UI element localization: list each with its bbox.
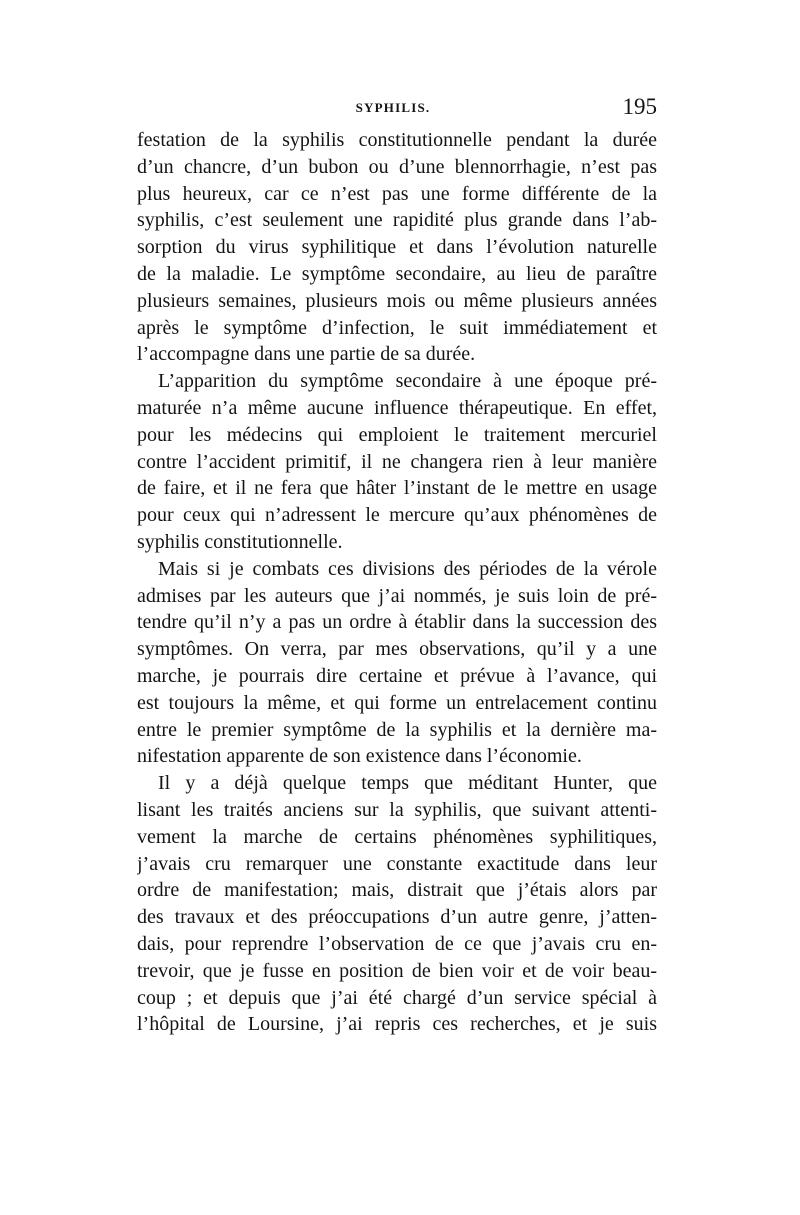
text-line: de faire, et il ne fera que hâter l’instant de le mettre en usage — [137, 477, 657, 500]
body-text — [137, 127, 657, 1038]
text-line: d’un chancre, d’un bubon ou d’une blennorrhagie, n’est pas — [137, 155, 657, 178]
text-line: marche, je pourrais dire certaine et prévue à l’avance, qui — [137, 664, 657, 687]
text-line: festation de la syphilis constitutionnelle pendant la durée — [137, 129, 657, 151]
text-line: de la maladie. Le symptôme secondaire, au lieu de paraître — [137, 262, 657, 285]
text-line: pour ceux qui n’adressent le mercure qu’aux phénomènes de — [137, 504, 657, 527]
text-line: maturée n’a même aucune influence thérapeutique. En effet, — [137, 396, 657, 419]
text-line: entre le premier symptôme de la syphilis et la dernière ma- — [137, 718, 657, 741]
paragraph — [137, 556, 657, 770]
text-line: Mais si je combats ces divisions des périodes de la vérole — [158, 557, 657, 580]
text-line: symptômes. On verra, par mes observations, qu’il y a une — [137, 638, 657, 661]
text-line: l’accompagne dans une partie de sa durée. — [137, 343, 476, 366]
text-line: est toujours la même, et qui forme un entrelacement continu — [137, 691, 657, 714]
text-line: vement la marche de certains phénomènes syphilitiques, — [137, 825, 657, 848]
text-line: pour les médecins qui emploient le traitement mercuriel — [137, 423, 657, 446]
paragraph — [137, 770, 657, 1038]
text-line: tendre qu’il n’y a pas un ordre à établir dans la succession des — [137, 611, 657, 634]
text-line: des travaux et des préoccupations d’un autre genre, j’atten- — [137, 906, 657, 929]
page-number: 195 — [622, 94, 657, 119]
text-line: nifestation apparente de son existence dans l’économie. — [137, 745, 582, 768]
paragraph — [137, 368, 657, 556]
text-line: l’hôpital de Loursine, j’ai repris ces recherches, et je suis — [137, 1013, 657, 1036]
text-line: coup ; et depuis que j’ai été chargé d’un service spécial à — [137, 986, 657, 1009]
text-line: Il y a déjà quelque temps que méditant Hunter, que — [158, 772, 657, 795]
text-line: syphilis, c’est seulement une rapidité plus grande dans l’ab- — [137, 209, 657, 232]
text-line: ordre de manifestation; mais, distrait que j’étais alors par — [137, 879, 657, 902]
text-line: trevoir, que je fusse en position de bien voir et de voir beau- — [137, 959, 657, 982]
running-title: SYPHILIS. — [355, 100, 431, 115]
text-line: sorption du virus syphilitique et dans l’évolution naturelle — [137, 236, 657, 259]
text-line: plusieurs semaines, plusieurs mois ou même plusieurs années — [137, 289, 657, 312]
text-line: plus heureux, car ce n’est pas une forme différente de la — [137, 182, 657, 205]
text-line: admises par les auteurs que j’ai nommés, je suis loin de pré- — [137, 584, 657, 607]
text-line: dais, pour reprendre l’observation de ce que j’avais cru en- — [137, 932, 657, 955]
text-line: contre l’accident primitif, il ne changera rien à leur manière — [137, 450, 657, 473]
paragraph-continuation — [137, 127, 657, 368]
text-line: lisant les traités anciens sur la syphilis, que suivant attenti- — [137, 798, 657, 821]
text-line: j’avais cru remarquer une constante exactitude dans leur — [137, 852, 657, 875]
text-line: L’apparition du symptôme secondaire à une époque pré- — [158, 370, 657, 393]
text-line: syphilis constitutionnelle. — [137, 530, 343, 553]
text-line: après le symptôme d’infection, le suit immédiatement et — [137, 316, 657, 339]
